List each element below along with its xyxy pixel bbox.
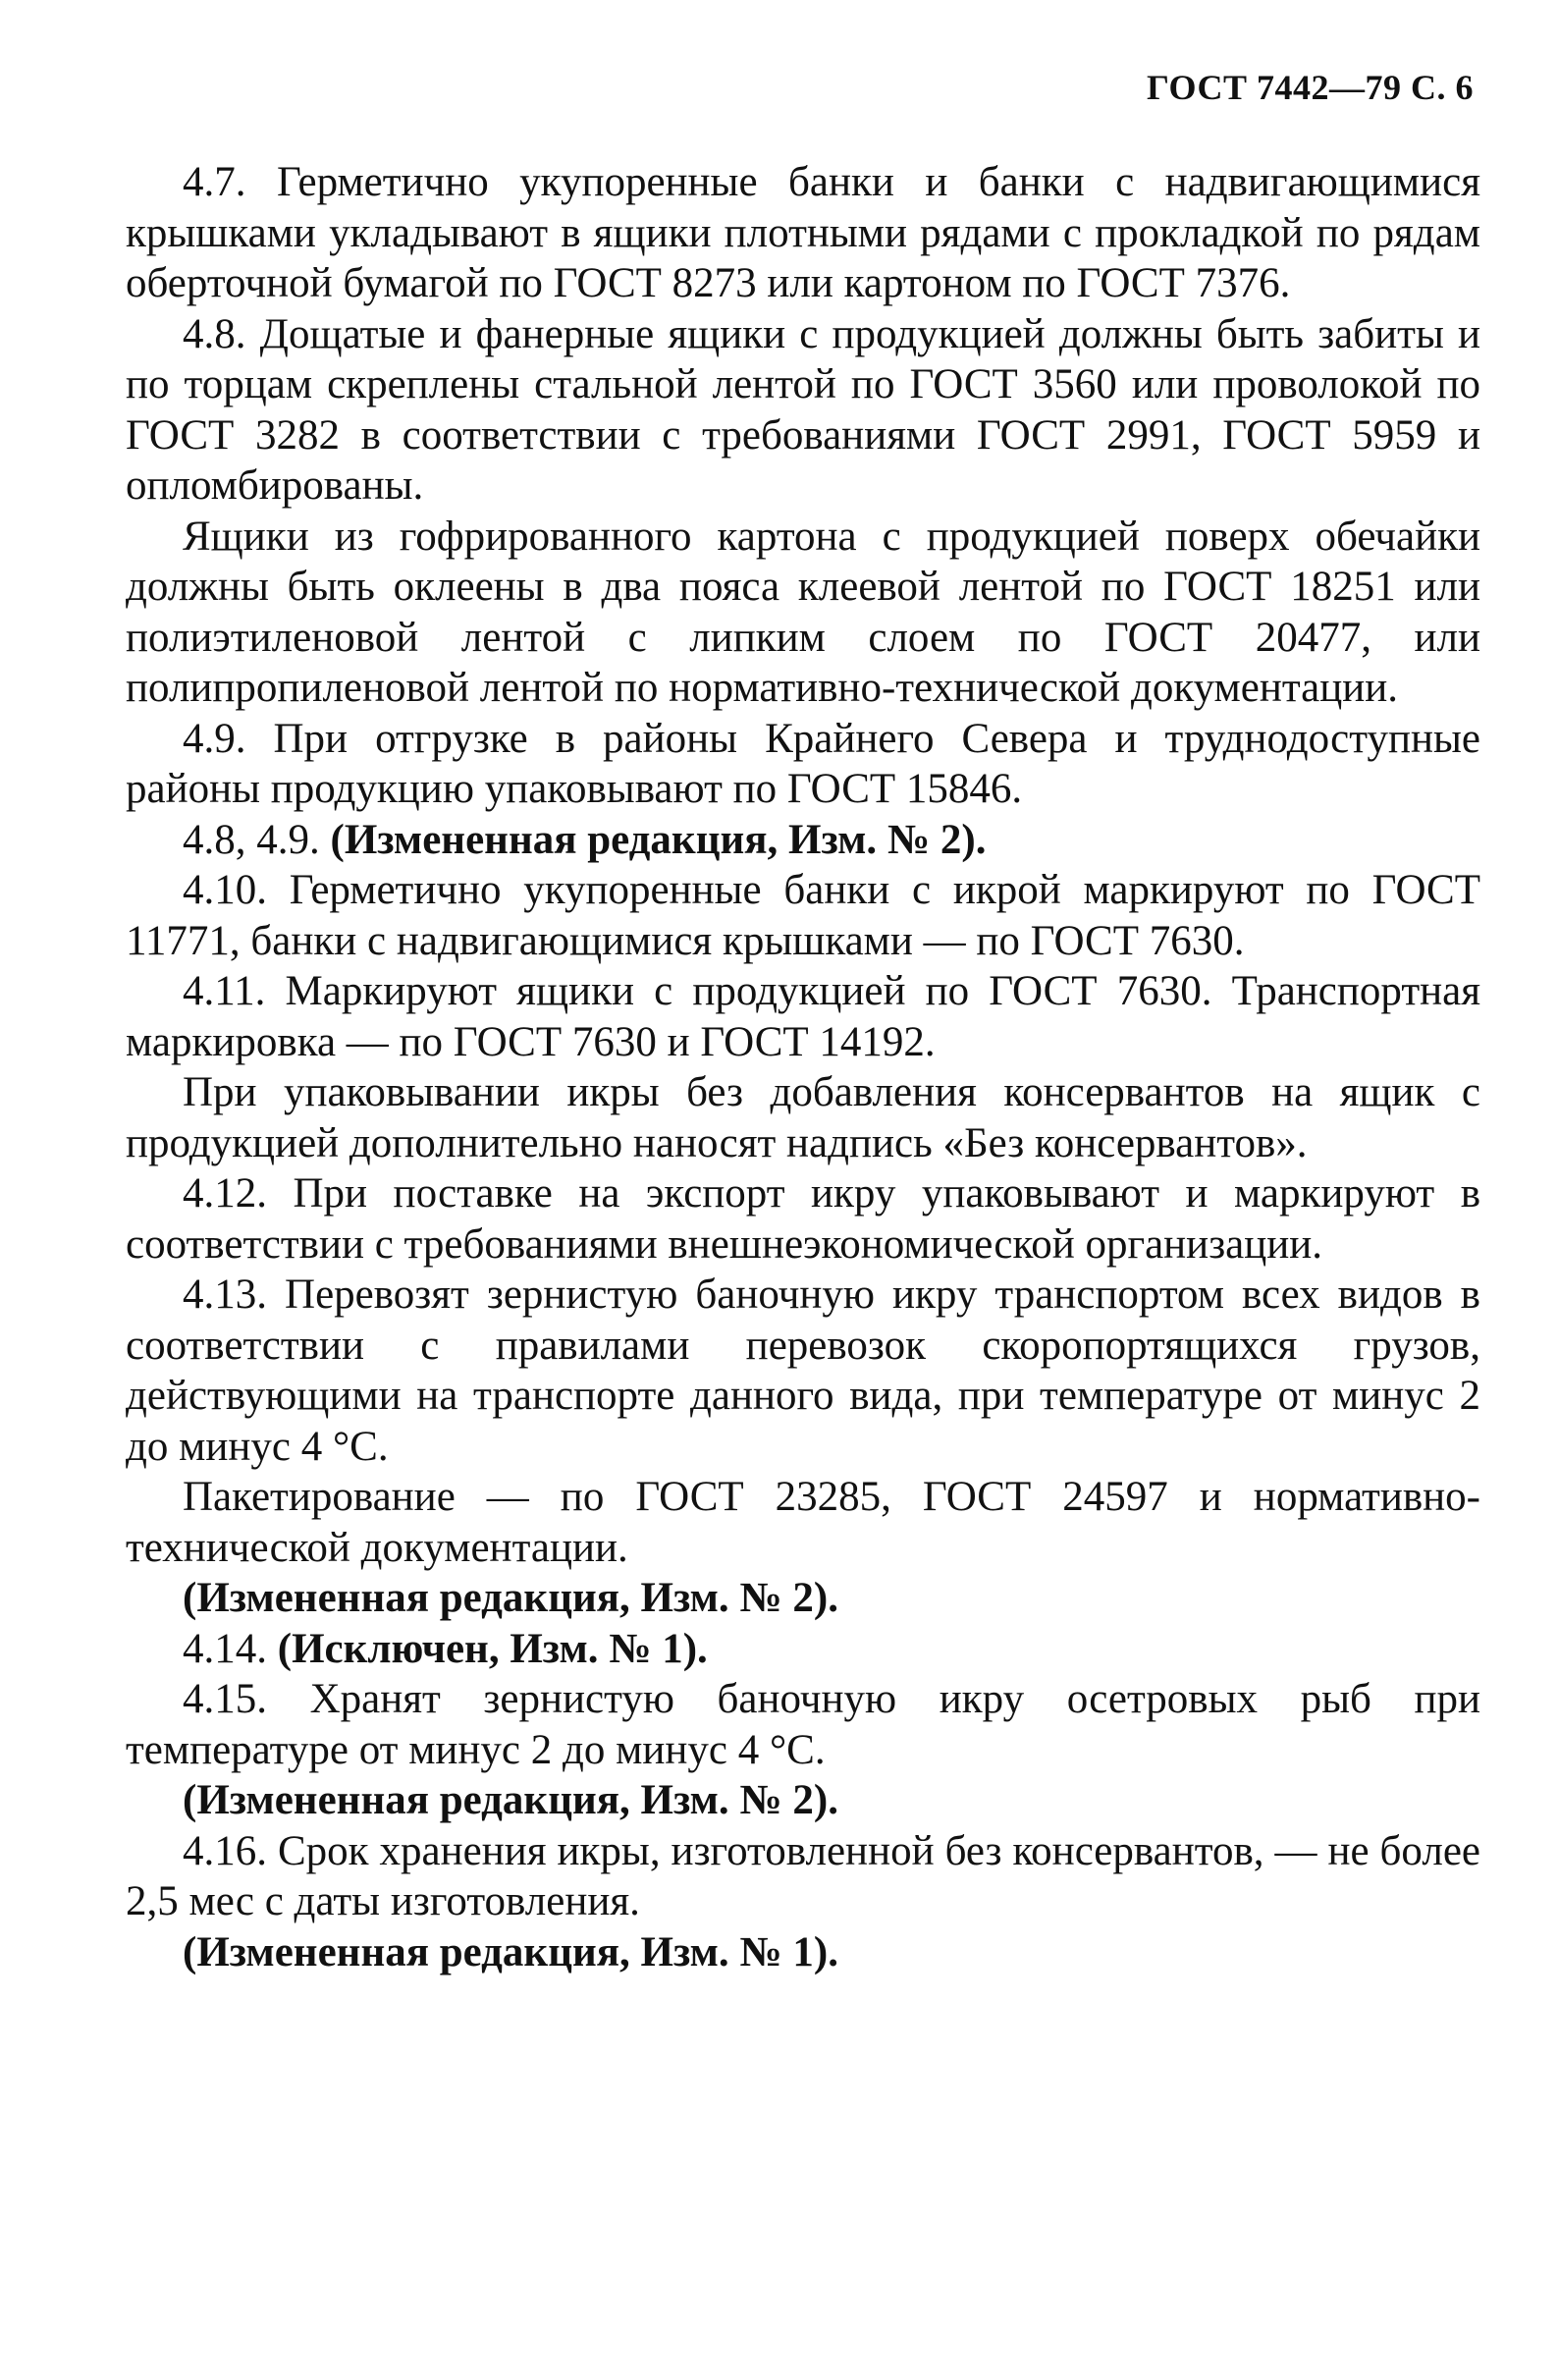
paragraph-4-10: 4.10. Герметично укупоренные банки с икрой маркируют по ГОСТ 11771, банки с надвигающимися крышками — по ГОСТ 7630.: [126, 867, 1480, 964]
paragraph-4-13-packaging: Пакетирование — по ГОСТ 23285, ГОСТ 24597 и нормативно-технической документации.: [126, 1474, 1480, 1571]
document-body: [126, 157, 1480, 1977]
amendment-note-4-13: (Измененная редакция, Изм. № 2).: [183, 1575, 838, 1621]
amendment-note-4-8-4-9-text: (Измененная редакция, Изм. № 2).: [330, 816, 987, 863]
paragraph-4-13: 4.13. Перевозят зернистую баночную икру транспортом всех видов в соответствии с правилами перевозок скоропортящихся грузов, действующими на транспорте данного вида, при температуре от минус 2 до минус 4 °С.: [126, 1271, 1480, 1470]
amendment-note-4-8-4-9-number: 4.8, 4.9.: [183, 816, 320, 863]
paragraph-4-12: 4.12. При поставке на экспорт икру упаковывают и маркируют в соответствии с требованиями внешнеэкономической организации.: [126, 1170, 1480, 1268]
paragraph-4-15: 4.15. Хранят зернистую баночную икру осетровых рыб при температуре от минус 2 до минус 4 °С.: [126, 1676, 1480, 1773]
paragraph-4-11: 4.11. Маркируют ящики с продукцией по ГОСТ 7630. Транспортная маркировка — по ГОСТ 7630 и ГОСТ 14192.: [126, 968, 1480, 1065]
paragraph-4-14: [126, 1624, 1480, 1675]
paragraph-4-11-no-preservatives: При упаковывании икры без добавления консервантов на ящик с продукцией дополнительно наносят надпись «Без консервантов».: [126, 1069, 1480, 1166]
paragraph-4-14-number: 4.14.: [183, 1625, 267, 1672]
amendment-note-4-15: (Измененная редакция, Изм. № 2).: [183, 1777, 838, 1823]
paragraph-4-16: 4.16. Срок хранения икры, изготовленной без консервантов, — не более 2,5 мес с даты изготовления.: [126, 1827, 1480, 1924]
paragraph-4-8-cardboard-boxes: Ящики из гофрированного картона с продукцией поверх обечайки должны быть оклеены в два пояса клеевой лентой по ГОСТ 18251 или полиэтиленовой лентой с липким слоем по ГОСТ 20477, или полипропиленовой лентой по нормативно-технической документации.: [126, 513, 1480, 711]
paragraph-4-7: 4.7. Герметично укупоренные банки и банки с надвигающимися крышками укладывают в ящики плотными рядами с прокладкой по рядам оберточной бумагой по ГОСТ 8273 или картоном по ГОСТ 7376.: [126, 159, 1480, 306]
amendment-note-4-16: (Измененная редакция, Изм. № 1).: [183, 1928, 838, 1975]
amendment-note-4-8-4-9: [126, 815, 1480, 866]
paragraph-4-8: 4.8. Дощатые и фанерные ящики с продукцией должны быть забиты и по торцам скреплены стальной лентой по ГОСТ 3560 или проволокой по ГОСТ 3282 в соответствии с требованиями ГОСТ 2991, ГОСТ 5959 и опломбированы.: [126, 310, 1480, 509]
paragraph-4-9: 4.9. При отгрузке в районы Крайнего Севера и труднодоступные районы продукцию упаковывают по ГОСТ 15846.: [126, 715, 1480, 812]
paragraph-4-14-text: (Исключен, Изм. № 1).: [277, 1625, 708, 1672]
running-header: ГОСТ 7442—79 С. 6: [1147, 68, 1474, 107]
